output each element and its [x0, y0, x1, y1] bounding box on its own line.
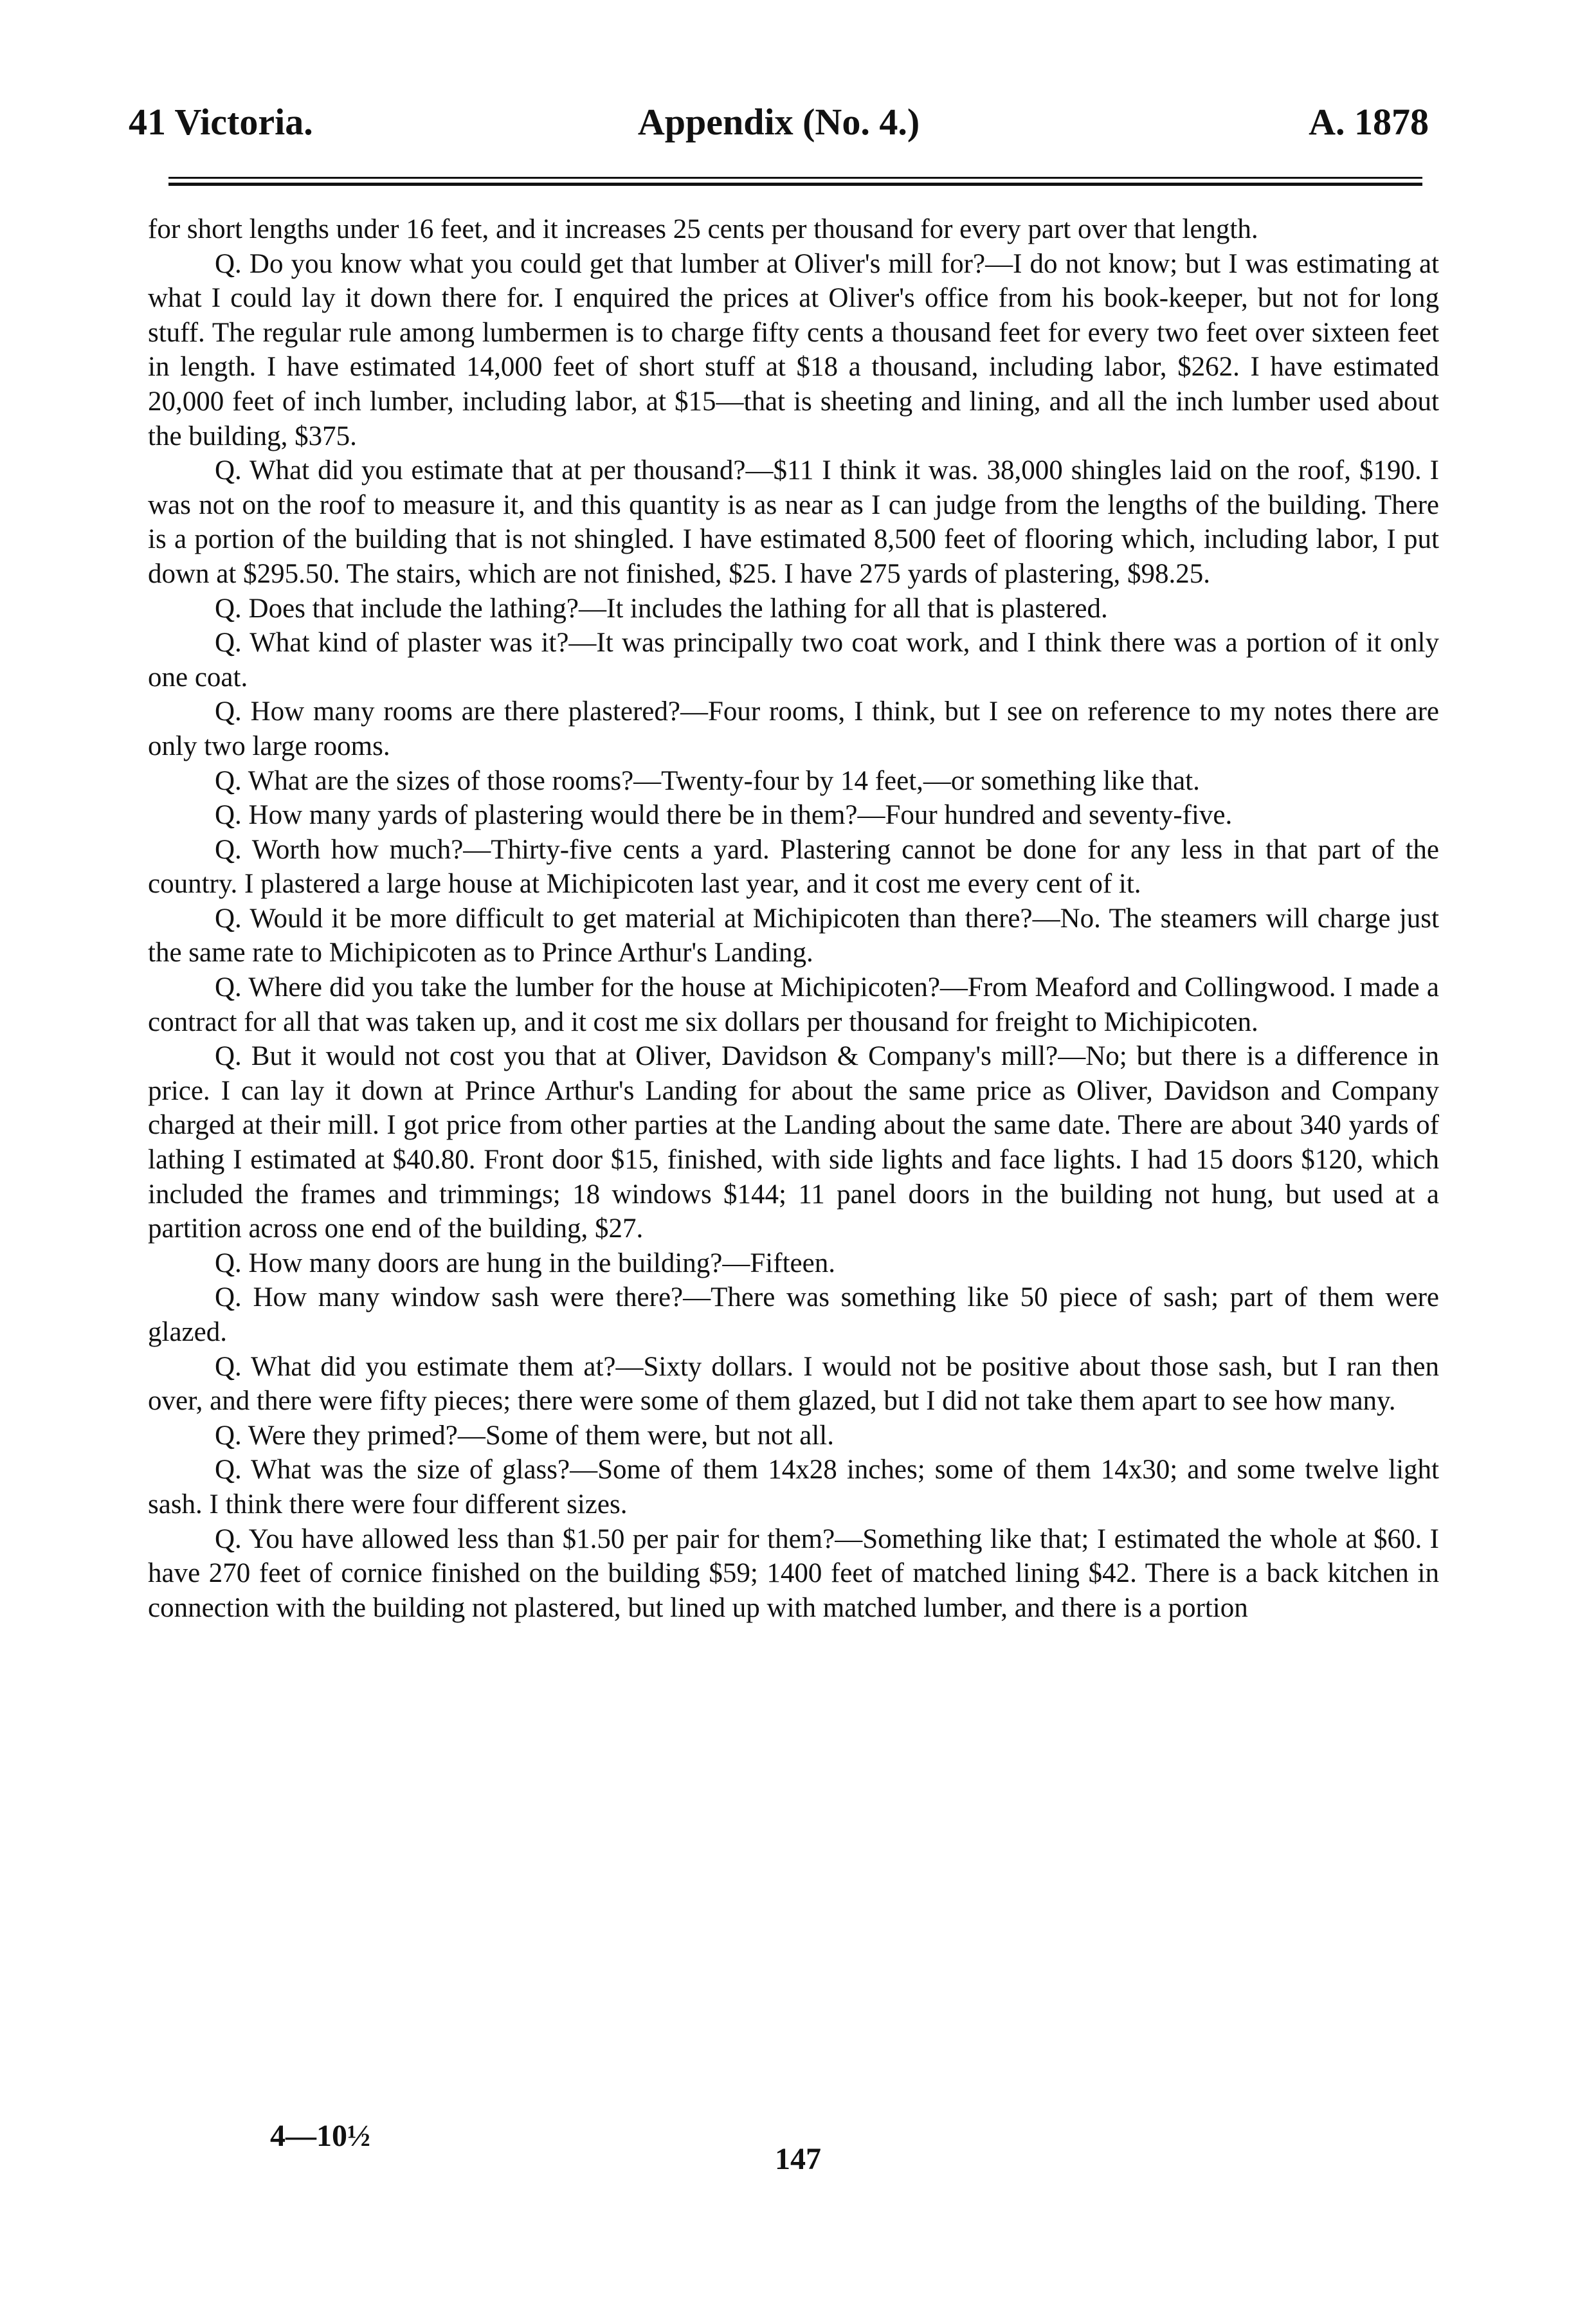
paragraph-question: Q. What did you estimate that at per thousand?—$11 I think it was. 38,000 shingles laid on the roof, $190. I was not on the roof to measure it, and this quantity is as near as I can judge from the lengths of the building. There is a portion of the building that is not shingled. I have estimated 8,500 feet of flooring which, including labor, I put down at $295.50. The stairs, which are not finished, $25. I have 275 yards of plastering, $98.25. — [148, 455, 1439, 589]
header-rule-thin — [168, 177, 1422, 179]
header-appendix-title: Appendix (No. 4.) — [637, 101, 920, 143]
paragraph-question: Q. Does that include the lathing?—It includes the lathing for all that is plastered. — [215, 593, 1108, 624]
header-rule-thick — [168, 183, 1422, 186]
paragraph-question: Q. Were they primed?—Some of them were, but not all. — [215, 1420, 834, 1451]
paragraph-question: Q. You have allowed less than $1.50 per pair for them?—Something like that; I estimated the whole at $60. I have 270 feet of cornice finished on the building $59; 1400 feet of matched lining $42. There is a back kitchen in connection with the building not plastered, but lined up with matched lumber, and there is a portion — [148, 1523, 1439, 1623]
paragraph-question: Q. How many yards of plastering would there be in them?—Four hundred and seventy-five. — [215, 800, 1233, 831]
paragraph-question: Q. Do you know what you could get that lumber at Oliver's mill for?—I do not know; but I was estimating at what I could lay it down there for. I enquired the prices at Oliver's office from his book-keeper, but not for long stuff. The regular rule among lumbermen is to charge fifty cents a thousand feet for every two feet over sixteen feet in length. I have estimated 14,000 feet of short stuff at $18 a thousand, including labor, $262. I have estimated 20,000 feet of inch lumber, including labor, at $15—that is sheeting and lining, and all the inch lumber used about the building, $375. — [148, 248, 1439, 451]
paragraph-question: Q. How many doors are hung in the building?—Fifteen. — [215, 1248, 835, 1278]
paragraph-continuation: for short lengths under 16 feet, and it increases 25 cents per thousand for every part over that length. — [148, 214, 1258, 244]
page-number: 147 — [775, 2142, 821, 2176]
paragraph-question: Q. What kind of plaster was it?—It was principally two coat work, and I think there was a portion of it only one coat. — [148, 628, 1439, 693]
header-year: A. 1878 — [1309, 101, 1429, 143]
body-text — [148, 212, 1439, 1625]
page-header — [129, 96, 1429, 148]
paragraph-question: Q. Would it be more difficult to get material at Michipicoten than there?—No. The steamers will charge just the same rate to Michipicoten as to Prince Arthur's Landing. — [148, 903, 1439, 968]
paragraph-question: Q. Worth how much?—Thirty-five cents a yard. Plastering cannot be done for any less in that part of the country. I plastered a large house at Michipicoten last year, and it cost me every cent of it. — [148, 834, 1439, 900]
paragraph-question: Q. What are the sizes of those rooms?—Twenty-four by 14 feet,—or something like that. — [215, 765, 1200, 796]
paragraph-question: Q. But it would not cost you that at Oliver, Davidson & Company's mill?—No; but there is a difference in price. I can lay it down at Prince Arthur's Landing for about the same price as Oliver, Davidson and Company charged at their mill. I got price from other parties at the Landing about the same date. There are about 340 yards of lathing I estimated at $40.80. Front door $15, finished, with side lights and face lights. I had 15 doors $120, which included the frames and trimmings; 18 windows $144; 11 panel doors in the building not hung, but used at a partition across one end of the building, $27. — [148, 1041, 1439, 1244]
signature-mark: 4—10½ — [270, 2119, 370, 2153]
paragraph-question: Q. How many rooms are there plastered?—Four rooms, I think, but I see on reference to my notes there are only two large rooms. — [148, 696, 1439, 761]
header-session: 41 Victoria. — [129, 101, 313, 143]
paragraph-question: Q. Where did you take the lumber for the house at Michipicoten?—From Meaford and Collingwood. I made a contract for all that was taken up, and it cost me six dollars per thousand for freight to Michipicoten. — [148, 972, 1439, 1037]
paragraph-question: Q. What was the size of glass?—Some of them 14x28 inches; some of them 14x30; and some twelve light sash. I think there were four different sizes. — [148, 1455, 1439, 1520]
paragraph-question: Q. What did you estimate them at?—Sixty dollars. I would not be positive about those sash, but I ran then over, and there were fifty pieces; there were some of them glazed, but I did not take them apart to see how many. — [148, 1351, 1439, 1417]
paragraph-question: Q. How many window sash were there?—There was something like 50 piece of sash; part of them were glazed. — [148, 1282, 1439, 1347]
